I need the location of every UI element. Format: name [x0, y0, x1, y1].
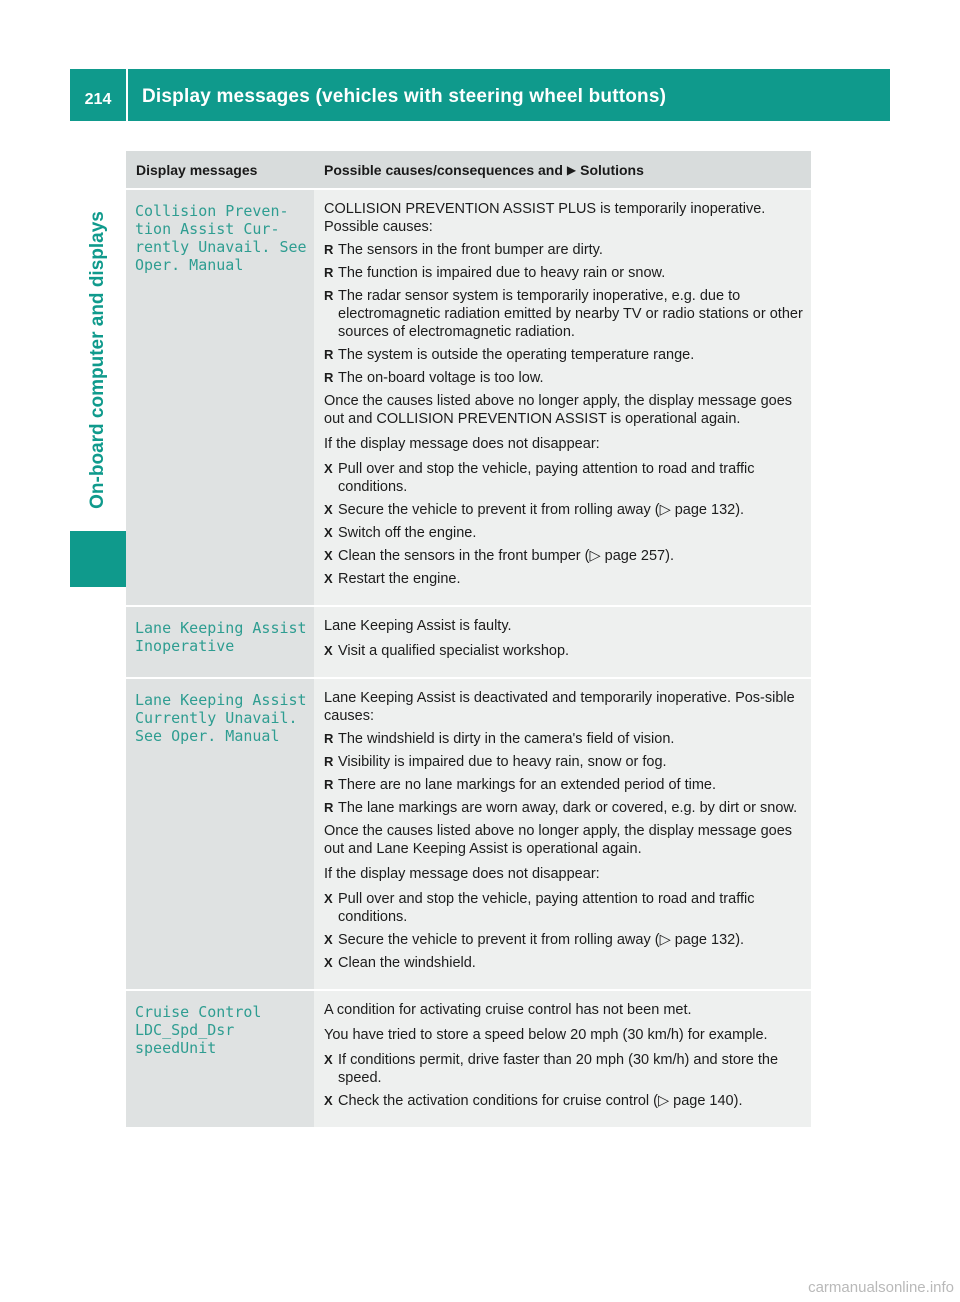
bullet-icon: R: [324, 800, 334, 815]
code-line: Collision Preven-: [135, 202, 289, 220]
item-text: Secure the vehicle to prevent it from rolling away (▷ page 132).: [338, 932, 745, 948]
causes-solutions: [314, 679, 811, 989]
causes-solutions: [314, 190, 811, 605]
item-text: If conditions permit, drive faster than 20 mph (30 km/h) and store the speed.: [338, 1052, 779, 1086]
condition-text: If the display message does not disappear:: [324, 866, 600, 882]
causes-solutions: [314, 607, 811, 677]
bullet-icon: R: [324, 370, 334, 385]
column-header-causes: [314, 162, 644, 178]
step-item: [324, 460, 803, 496]
bullet-item: [324, 753, 803, 771]
play-arrow-icon: ▶: [566, 162, 577, 177]
item-text: The function is impaired due to heavy rain or snow.: [338, 265, 666, 281]
watermark: carmanualsonline.info: [808, 1279, 954, 1296]
intro-text: Lane Keeping Assist is deactivated and temporarily inoperative. Pos-sible causes:: [324, 690, 795, 724]
step-arrow-icon: X: [324, 1093, 333, 1108]
code-line: rently Unavail. See: [135, 238, 307, 256]
side-tab: [70, 140, 126, 580]
table-body: [126, 188, 811, 1127]
bullet-icon: R: [324, 265, 334, 280]
step-item: [324, 890, 803, 926]
page-number: 214: [84, 91, 112, 108]
item-text: Restart the engine.: [338, 571, 461, 587]
bullet-item: [324, 730, 803, 748]
code-line: Cruise Control: [135, 1003, 262, 1021]
condition-text: If the display message does not disappear:: [324, 436, 600, 452]
bullet-icon: R: [324, 288, 334, 303]
bullet-item: [324, 346, 803, 364]
step-item: [324, 931, 803, 949]
followup-text: Once the causes listed above no longer apply, the display message goes out and Lane Keeping Assist is operational again.: [324, 823, 793, 857]
column-header-suffix: Solutions: [580, 161, 644, 178]
item-text: Switch off the engine.: [338, 525, 477, 541]
table-header: [126, 151, 811, 188]
step-arrow-icon: X: [324, 955, 333, 970]
item-text: Visibility is impaired due to heavy rain, snow or fog.: [338, 754, 667, 770]
column-header-prefix: Possible causes/consequences and: [324, 161, 563, 178]
bullet-item: [324, 264, 803, 282]
step-arrow-icon: X: [324, 643, 333, 658]
item-text: Visit a qualified specialist workshop.: [338, 643, 570, 659]
step-item: [324, 570, 803, 588]
table-row: [126, 677, 811, 989]
step-item: [324, 642, 803, 660]
bullet-icon: R: [324, 347, 334, 362]
header-bar: [70, 69, 890, 121]
bullet-icon: R: [324, 731, 334, 746]
code-line: See Oper. Manual: [135, 727, 280, 745]
step-item: [324, 954, 803, 972]
step-arrow-icon: X: [324, 571, 333, 586]
display-message-code: [126, 679, 314, 989]
step-arrow-icon: X: [324, 891, 333, 906]
step-item: [324, 547, 803, 565]
intro-text: Lane Keeping Assist is faulty.: [324, 618, 512, 634]
item-text: Clean the sensors in the front bumper (▷ page 257).: [338, 548, 674, 564]
item-text: There are no lane markings for an extended period of time.: [338, 777, 717, 793]
intro-text: A condition for activating cruise control has not been met.: [324, 1002, 692, 1018]
table-row: [126, 989, 811, 1127]
step-item: [324, 1092, 803, 1110]
column-header-display-messages: Display messages: [136, 161, 258, 178]
page-title: Display messages (vehicles with steering wheel buttons): [142, 86, 667, 107]
step-arrow-icon: X: [324, 525, 333, 540]
item-text: The lane markings are worn away, dark or covered, e.g. by dirt or snow.: [338, 800, 798, 816]
bullet-item: [324, 369, 803, 387]
code-line: Oper. Manual: [135, 256, 244, 274]
step-item: [324, 524, 803, 542]
display-message-code: [126, 991, 314, 1127]
item-text: The windshield is dirty in the camera's field of vision.: [338, 731, 675, 747]
table-row: [126, 188, 811, 605]
display-message-code: [126, 607, 314, 677]
bullet-item: [324, 287, 803, 341]
item-text: The on-board voltage is too low.: [338, 370, 544, 386]
item-text: The system is outside the operating temperature range.: [338, 347, 695, 363]
display-message-code: [126, 190, 314, 605]
code-line: Lane Keeping Assist: [135, 691, 307, 709]
item-text: Clean the windshield.: [338, 955, 476, 971]
followup-text: You have tried to store a speed below 20 mph (30 km/h) for example.: [324, 1027, 768, 1043]
item-text: Secure the vehicle to prevent it from rolling away (▷ page 132).: [338, 502, 745, 518]
item-text: Pull over and stop the vehicle, paying attention to road and traffic conditions.: [338, 891, 755, 925]
code-line: speedUnit: [135, 1039, 217, 1057]
step-arrow-icon: X: [324, 548, 333, 563]
causes-solutions: [314, 991, 811, 1127]
messages-table: [126, 151, 811, 1127]
intro-text: COLLISION PREVENTION ASSIST PLUS is temporarily inoperative. Possible causes:: [324, 201, 766, 235]
bullet-item: [324, 776, 803, 794]
code-line: Lane Keeping Assist: [135, 619, 307, 637]
code-line: Currently Unavail.: [135, 709, 298, 727]
step-item: [324, 1051, 803, 1087]
table-row: [126, 605, 811, 677]
step-arrow-icon: X: [324, 1052, 333, 1067]
bullet-icon: R: [324, 754, 334, 769]
side-tab-marker: [70, 531, 126, 587]
item-text: Check the activation conditions for cruise control (▷ page 140).: [338, 1093, 743, 1109]
bullet-item: [324, 241, 803, 259]
followup-text: Once the causes listed above no longer apply, the display message goes out and COLLISION PREVENTION ASSIST is operational again.: [324, 393, 793, 427]
step-arrow-icon: X: [324, 502, 333, 517]
step-arrow-icon: X: [324, 932, 333, 947]
code-line: LDC_Spd_Dsr: [135, 1021, 235, 1039]
bullet-icon: R: [324, 242, 334, 257]
item-text: The radar sensor system is temporarily inoperative, e.g. due to electromagnetic radiation emitted by nearby TV or radio stations or other sources of electromagnetic radiation.: [338, 288, 803, 340]
item-text: Pull over and stop the vehicle, paying attention to road and traffic conditions.: [338, 461, 755, 495]
step-item: [324, 501, 803, 519]
item-text: The sensors in the front bumper are dirty.: [338, 242, 603, 258]
bullet-icon: R: [324, 777, 334, 792]
code-line: Inoperative: [135, 637, 235, 655]
bullet-item: [324, 799, 803, 817]
code-line: tion Assist Cur-: [135, 220, 280, 238]
section-label: On-board computer and displays: [87, 211, 108, 509]
step-arrow-icon: X: [324, 461, 333, 476]
